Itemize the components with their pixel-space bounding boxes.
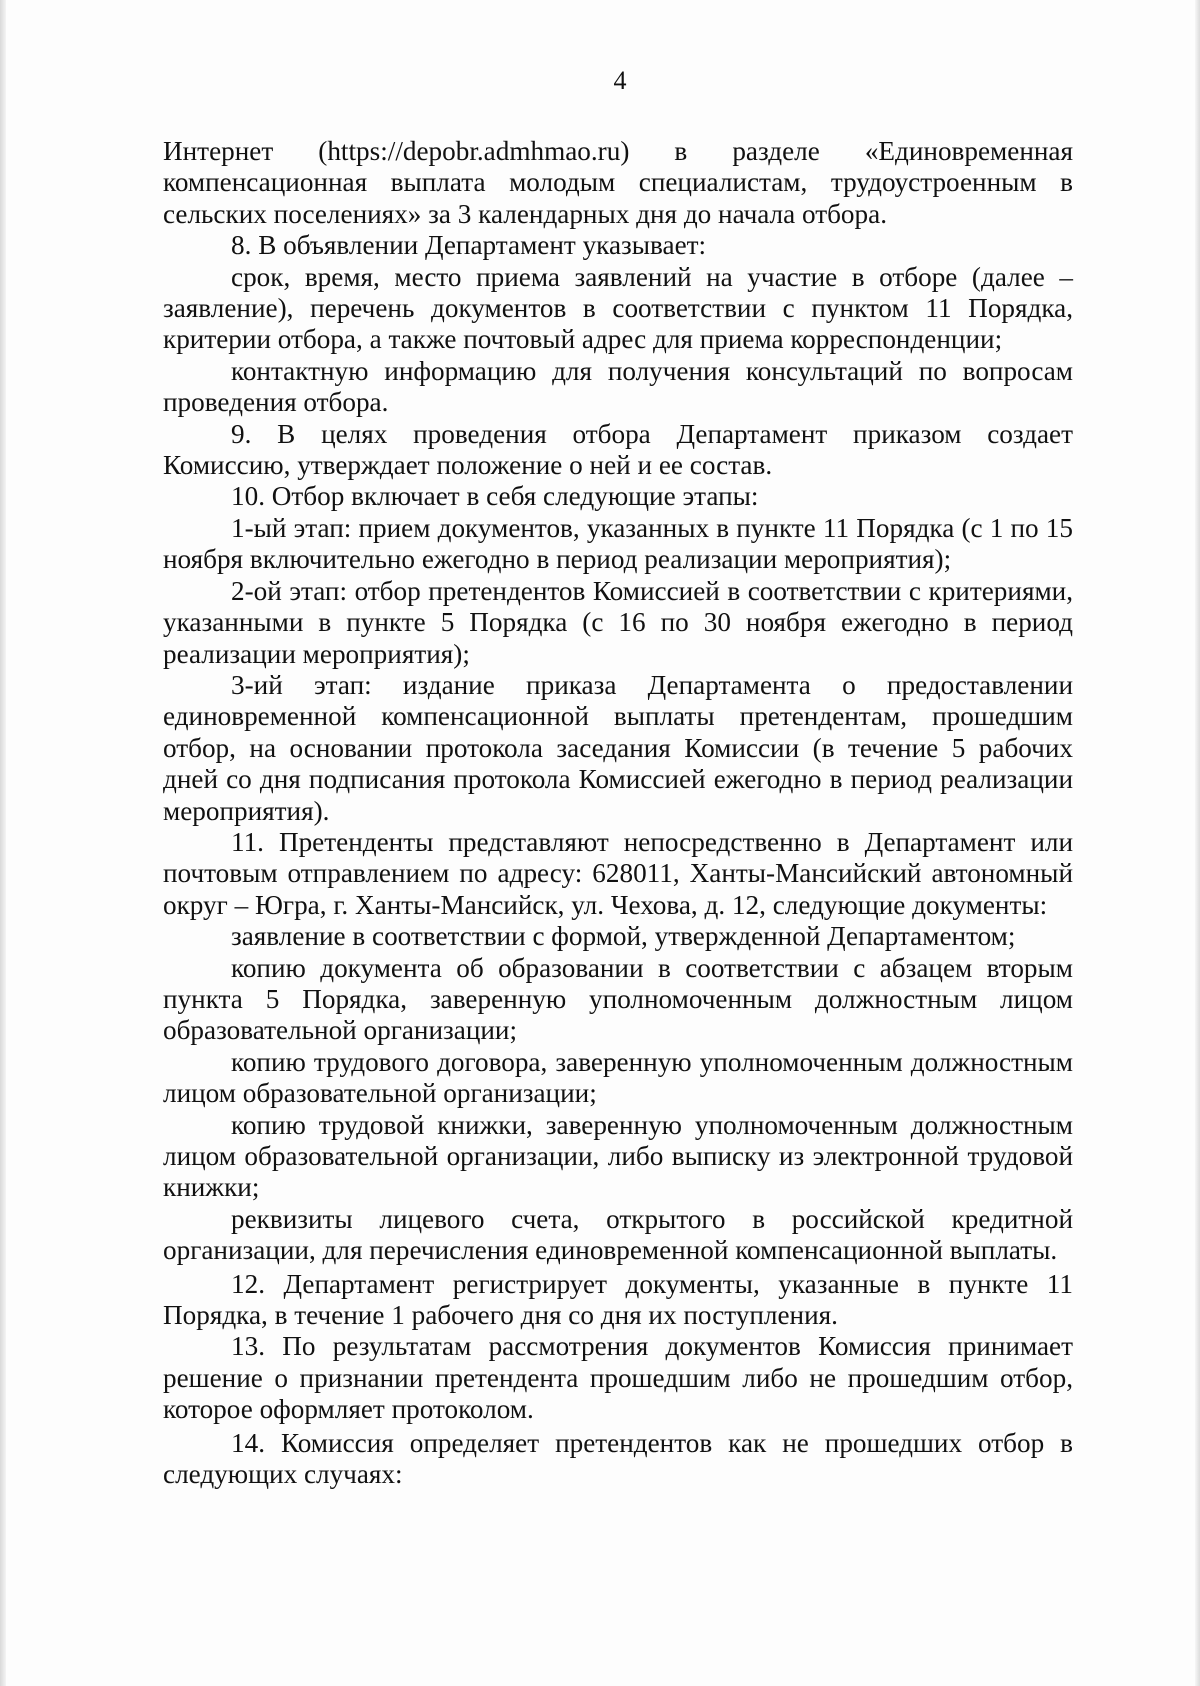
paragraph-item-8-contacts: контактную информацию для получения консультаций по вопросам проведения отбора.: [163, 355, 1073, 418]
paragraph-doc-education: копию документа об образовании в соответствии с абзацем вторым пункта 5 Порядка, заверенную уполномоченным должностным лицом образовательной организации;: [163, 952, 1073, 1046]
paragraph-item-14: 14. Комиссия определяет претендентов как не прошедших отбор в следующих случаях:: [163, 1427, 1073, 1490]
paragraph-doc-contract: копию трудового договора, заверенную уполномоченным должностным лицом образовательной организации;: [163, 1046, 1073, 1109]
paragraph-item-11: 11. Претенденты представляют непосредственно в Департамент или почтовым отправлением по адресу: 628011, Ханты-Мансийский автономный округ – Югра, г. Ханты-Мансийск, ул. Чехова, д. 12, следующие документы:: [163, 826, 1073, 920]
paragraph-doc-workbook: копию трудовой книжки, заверенную уполномоченным должностным лицом образовательной организации, либо выписку из электронной трудовой книжки;: [163, 1109, 1073, 1203]
paragraph-stage-2: 2-ой этап: отбор претендентов Комиссией в соответствии с критериями, указанными в пункте 5 Порядка (с 16 по 30 ноября ежегодно в период реализации мероприятия);: [163, 575, 1073, 669]
paragraph-doc-application: заявление в соответствии с формой, утвержденной Департаментом;: [231, 921, 1016, 952]
paragraph-continuation: Интернет (https://depobr.admhmao.ru) в разделе «Единовременная компенсационная выплата молодым специалистам, трудоустроенным в сельских поселениях» за 3 календарных дня до начала отбора.: [163, 136, 1073, 229]
paragraph-doc-bank-details: реквизиты лицевого счета, открытого в российской кредитной организации, для перечисления единовременной компенсационной выплаты.: [163, 1203, 1073, 1266]
scan-edge-left: [0, 0, 6, 1686]
paragraph-stage-3: 3-ий этап: издание приказа Департамента о предоставлении единовременной компенсационной выплаты претендентам, прошедшим отбор, на основании протокола заседания Комиссии (в течение 5 рабочих дней со дня подписания протокола Комиссией ежегодно в период реализации мероприятия).: [163, 669, 1073, 826]
paragraph-item-12: 12. Департамент регистрирует документы, указанные в пункте 11 Порядка, в течение 1 рабочего дня со дня их поступления.: [163, 1268, 1073, 1331]
document-body: [163, 136, 1073, 1490]
paragraph-item-8: 8. В объявлении Департамент указывает:: [231, 230, 707, 261]
paragraph-item-10: 10. Отбор включает в себя следующие этапы:: [231, 481, 759, 512]
scan-edge-right: [1195, 0, 1200, 1686]
paragraph-stage-1: 1-ый этап: прием документов, указанных в пункте 11 Порядка (с 1 по 15 ноября включительно ежегодно в период реализации мероприятия);: [163, 512, 1073, 575]
paragraph-item-9: 9. В целях проведения отбора Департамент приказом создает Комиссию, утверждает положение о ней и ее состав.: [163, 418, 1073, 481]
paragraph-item-8-deadline: срок, время, место приема заявлений на участие в отборе (далее – заявление), перечень документов в соответствии с пунктом 11 Порядка, критерии отбора, а также почтовый адрес для приема корреспонденции;: [163, 261, 1073, 355]
paragraph-item-13: 13. По результатам рассмотрения документов Комиссия принимает решение о признании претендента прошедшим либо не прошедшим отбор, которое оформляет протоколом.: [163, 1331, 1073, 1425]
page-number: 4: [613, 66, 627, 95]
